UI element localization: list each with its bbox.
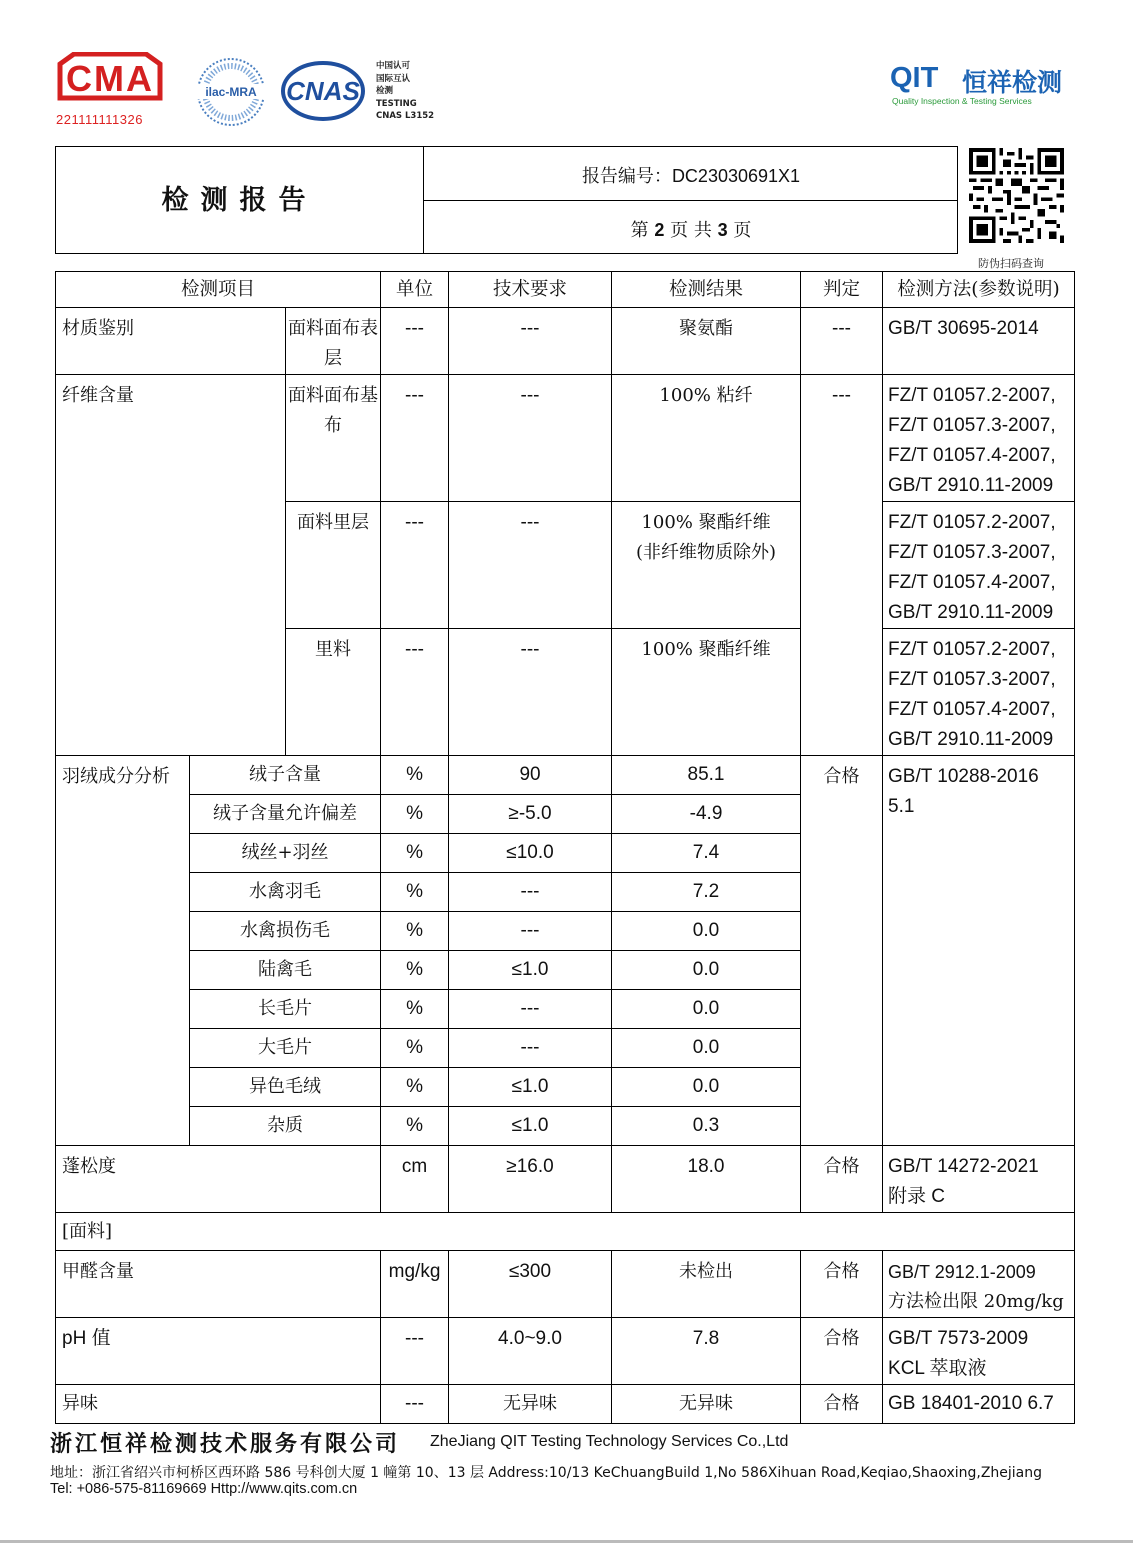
- requirement-cell: ---: [449, 1029, 612, 1068]
- unit-cell: %: [381, 1029, 449, 1068]
- unit-cell: mg/kg: [381, 1251, 449, 1318]
- unit-cell: cm: [381, 1146, 449, 1213]
- col-header-item: 检测项目: [56, 272, 381, 308]
- verdict-cell: ---: [801, 308, 883, 375]
- method-cell: GB/T 30695-2014: [883, 308, 1075, 375]
- svg-text:CNAS: CNAS: [286, 76, 360, 106]
- cnas-logo: [280, 60, 366, 122]
- requirement-cell: ≤10.0: [449, 834, 612, 873]
- result-cell: 未检出: [612, 1251, 801, 1318]
- verdict-cell: 合格: [801, 1251, 883, 1318]
- qit-cn-name: 恒祥检测: [962, 68, 1063, 97]
- unit-cell: ---: [381, 375, 449, 502]
- table-row: [56, 756, 1075, 795]
- col-header-requirement: 技术要求: [449, 272, 612, 308]
- qr-caption: 防伪扫码查询: [978, 257, 1044, 270]
- table-row: [56, 308, 1075, 375]
- method-cell: GB/T 14272-2021 附录 C: [883, 1146, 1075, 1213]
- result-cell: 0.3: [612, 1107, 801, 1146]
- result-cell: 18.0: [612, 1146, 801, 1213]
- requirement-cell: ≥-5.0: [449, 795, 612, 834]
- cnas-text: 中国认可 国际互认 检测 TESTING CNAS L3152: [376, 61, 435, 121]
- sub-item-cell: 长毛片: [190, 990, 381, 1029]
- item-cell: 羽绒成分分析: [56, 756, 190, 1146]
- sub-item-cell: 面料里层: [286, 502, 381, 629]
- sub-item-cell: 绒丝+羽丝: [190, 834, 381, 873]
- method-cell: FZ/T 01057.2-2007, FZ/T 01057.3-2007, FZ/T 01057.4-2007, GB/T 2910.11-2009: [883, 375, 1075, 502]
- method-cell: GB/T 7573-2009 KCL 萃取液: [883, 1318, 1075, 1385]
- unit-cell: %: [381, 1068, 449, 1107]
- col-header-method: 检测方法(参数说明): [883, 272, 1075, 308]
- sub-item-cell: 绒子含量: [190, 756, 381, 795]
- sub-item-cell: 绒子含量允许偏差: [190, 795, 381, 834]
- result-cell: 100% 粘纤: [612, 375, 801, 502]
- page-indicator: 第 2 页 共 3 页: [630, 220, 752, 241]
- table-row: [56, 1251, 1075, 1318]
- requirement-cell: ---: [449, 873, 612, 912]
- table-header-row: [56, 272, 1075, 308]
- result-cell: -4.9: [612, 795, 801, 834]
- company-contact: Tel: +086-575-81169669 Http://www.qits.com.cn: [50, 1481, 358, 1497]
- result-cell: 无异味: [612, 1385, 801, 1424]
- svg-text:ilac-MRA: ilac-MRA: [205, 85, 257, 99]
- unit-cell: %: [381, 834, 449, 873]
- divider: [423, 200, 958, 201]
- requirement-cell: ≤300: [449, 1251, 612, 1318]
- col-header-unit: 单位: [381, 272, 449, 308]
- sub-item-cell: 面料面布基布: [286, 375, 381, 502]
- requirement-cell: ---: [449, 990, 612, 1029]
- requirement-cell: 90: [449, 756, 612, 795]
- ilac-mra-logo: [192, 56, 270, 128]
- section-label: [面料]: [56, 1213, 1075, 1251]
- method-cell: FZ/T 01057.2-2007, FZ/T 01057.3-2007, FZ/T 01057.4-2007, GB/T 2910.11-2009: [883, 629, 1075, 756]
- result-cell: 85.1: [612, 756, 801, 795]
- verdict-cell: ---: [801, 375, 883, 756]
- result-cell: 0.0: [612, 951, 801, 990]
- method-cell: GB/T 2912.1-2009 方法检出限 20mg/kg: [883, 1251, 1075, 1318]
- sub-item-cell: 里料: [286, 629, 381, 756]
- unit-cell: %: [381, 795, 449, 834]
- item-cell: 异味: [56, 1385, 381, 1424]
- method-cell: GB 18401-2010 6.7: [883, 1385, 1075, 1424]
- unit-cell: %: [381, 756, 449, 795]
- method-cell: FZ/T 01057.2-2007, FZ/T 01057.3-2007, FZ/T 01057.4-2007, GB/T 2910.11-2009: [883, 502, 1075, 629]
- unit-cell: ---: [381, 1318, 449, 1385]
- qr-code[interactable]: [969, 148, 1064, 243]
- verdict-cell: 合格: [801, 1318, 883, 1385]
- section-row: [56, 1213, 1075, 1251]
- report-title: 检测报告: [161, 185, 318, 216]
- unit-cell: %: [381, 912, 449, 951]
- requirement-cell: 无异味: [449, 1385, 612, 1424]
- sub-item-cell: 水禽羽毛: [190, 873, 381, 912]
- table-row: [56, 1318, 1075, 1385]
- requirement-cell: 4.0~9.0: [449, 1318, 612, 1385]
- sub-item-cell: 水禽损伤毛: [190, 912, 381, 951]
- method-cell: GB/T 10288-2016 5.1: [883, 756, 1075, 1146]
- sub-item-cell: 陆禽毛: [190, 951, 381, 990]
- unit-cell: %: [381, 951, 449, 990]
- requirement-cell: ---: [449, 912, 612, 951]
- result-cell: 0.0: [612, 912, 801, 951]
- requirement-cell: ≤1.0: [449, 1068, 612, 1107]
- result-cell: 0.0: [612, 1029, 801, 1068]
- sub-item-cell: 杂质: [190, 1107, 381, 1146]
- result-cell: 100% 聚酯纤维 (非纤维物质除外): [612, 502, 801, 629]
- table-row: [56, 1146, 1075, 1213]
- result-cell: 100% 聚酯纤维: [612, 629, 801, 756]
- verdict-cell: 合格: [801, 1146, 883, 1213]
- item-cell: 纤维含量: [56, 375, 286, 756]
- company-name-en: ZheJiang QIT Testing Technology Services Co.,Ltd: [430, 1433, 789, 1450]
- unit-cell: %: [381, 873, 449, 912]
- result-cell: 7.4: [612, 834, 801, 873]
- result-cell: 7.2: [612, 873, 801, 912]
- item-cell: pH 值: [56, 1318, 381, 1385]
- unit-cell: %: [381, 990, 449, 1029]
- report-number: 报告编号：DC23030691X1: [581, 166, 801, 187]
- sub-item-cell: 异色毛绒: [190, 1068, 381, 1107]
- col-header-result: 检测结果: [612, 272, 801, 308]
- item-cell: 甲醛含量: [56, 1251, 381, 1318]
- unit-cell: ---: [381, 629, 449, 756]
- page-bottom-rule: [0, 1540, 1133, 1543]
- requirement-cell: ---: [449, 308, 612, 375]
- unit-cell: ---: [381, 502, 449, 629]
- requirement-cell: ---: [449, 629, 612, 756]
- requirement-cell: ≥16.0: [449, 1146, 612, 1213]
- result-cell: 0.0: [612, 990, 801, 1029]
- result-cell: 聚氨酯: [612, 308, 801, 375]
- company-name-cn: 浙江恒祥检测技术服务有限公司: [50, 1431, 401, 1457]
- result-cell: 7.8: [612, 1318, 801, 1385]
- unit-cell: ---: [381, 308, 449, 375]
- requirement-cell: ---: [449, 375, 612, 502]
- table-row: [56, 1385, 1075, 1424]
- unit-cell: %: [381, 1107, 449, 1146]
- verdict-cell: 合格: [801, 756, 883, 1146]
- result-cell: 0.0: [612, 1068, 801, 1107]
- qit-brand: QIT: [890, 62, 939, 94]
- col-header-verdict: 判定: [801, 272, 883, 308]
- company-address: 地址：浙江省绍兴市柯桥区西环路 586 号科创大厦 1 幢第 10、13 层 Address:10/13 KeChuangBuild 1,No 586Xihuan Road,Keqiao,Shaoxing,Zhejiang: [50, 1465, 1043, 1481]
- sub-item-cell: 大毛片: [190, 1029, 381, 1068]
- sub-item-cell: 面料面布表层: [286, 308, 381, 375]
- item-cell: 材质鉴别: [56, 308, 286, 375]
- item-cell: 蓬松度: [56, 1146, 381, 1213]
- results-table: [55, 271, 1075, 1424]
- cma-number: 221111111326: [56, 112, 143, 127]
- requirement-cell: ≤1.0: [449, 1107, 612, 1146]
- requirement-cell: ---: [449, 502, 612, 629]
- requirement-cell: ≤1.0: [449, 951, 612, 990]
- table-row: [56, 375, 1075, 502]
- qit-subtitle: Quality Inspection & Testing Services: [892, 96, 1032, 106]
- verdict-cell: 合格: [801, 1385, 883, 1424]
- svg-text:CMA: CMA: [66, 58, 154, 99]
- unit-cell: ---: [381, 1385, 449, 1424]
